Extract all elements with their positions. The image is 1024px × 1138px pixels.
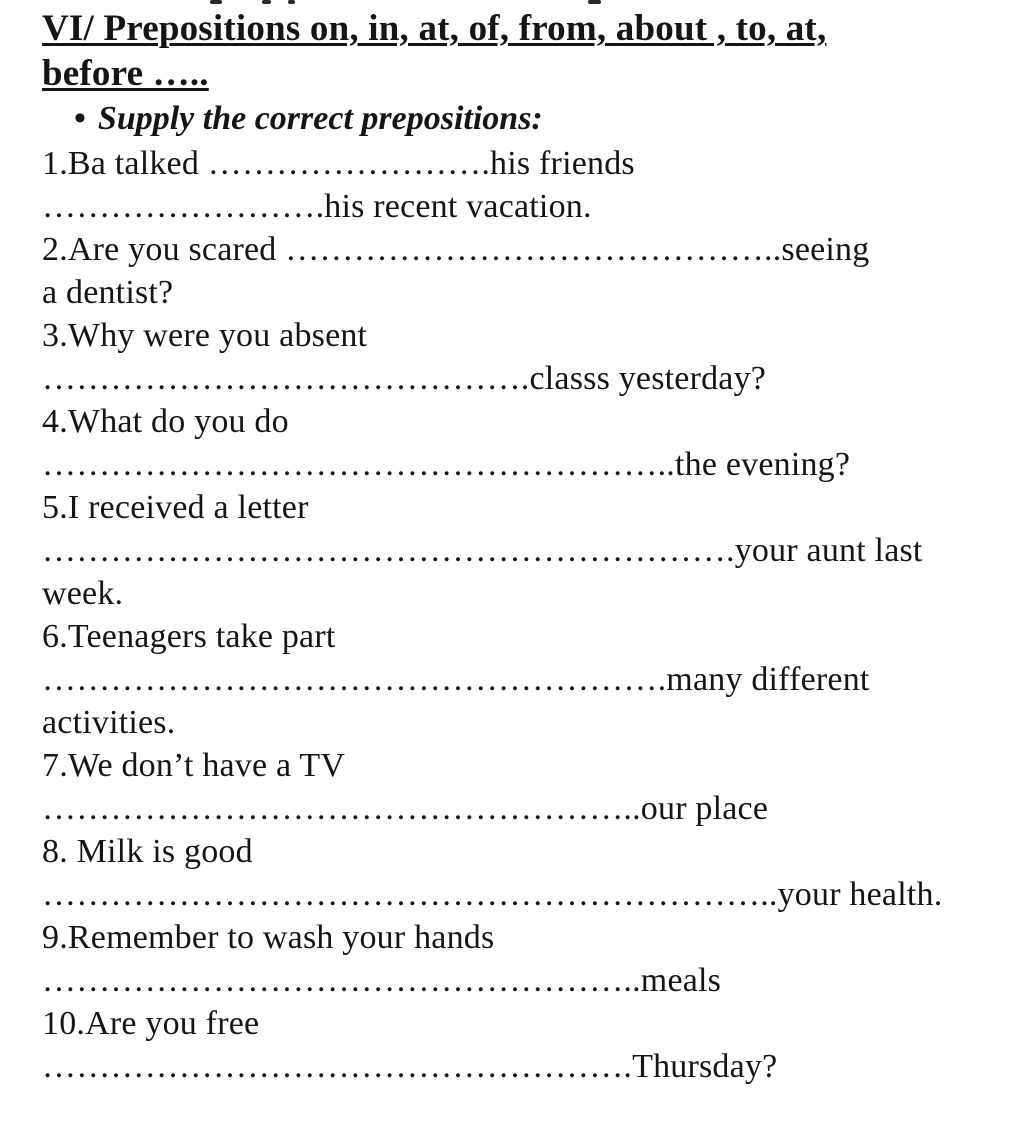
section-title-line1: VI/ Prepositions on, in, at, of, from, about , to, at, (42, 8, 827, 49)
ink-speck (588, 0, 601, 4)
exercise-line-9a: 9.Remember to wash your hands (42, 919, 495, 956)
exercise-line-9b: ……………………………………………..meals (42, 962, 722, 999)
exercise-line-7a: 7.We don’t have a TV (42, 747, 346, 784)
section-title-line2: before ….. (42, 53, 209, 94)
instruction-text: Supply the correct prepositions: (97, 100, 543, 137)
exercise-line-3a: 3.Why were you absent (42, 317, 368, 354)
exercise-line-4a: 4.What do you do (42, 403, 289, 440)
ink-speck (288, 0, 295, 4)
instruction-line (42, 96, 1004, 142)
exercise-line-3b: …………………………………….classs yesterday? (42, 360, 767, 397)
exercise-line-2a: 2.Are you scared ……………………………………..seeing (42, 231, 870, 268)
bullet-marker: • (74, 100, 86, 137)
exercise-line-6c: activities. (42, 704, 176, 741)
exercise-line-1b: …………………….his recent vacation. (42, 188, 592, 225)
exercise-lines (42, 142, 1004, 1088)
exercise-line-6a: 6.Teenagers take part (42, 618, 336, 655)
exercise-line-2b: a dentist? (42, 274, 174, 311)
exercise-line-4b: ………………………………………………..the evening? (42, 446, 851, 483)
exercise-line-5b: …………………………………………………….your aunt last (42, 532, 923, 569)
exercise-line-10a: 10.Are you free (42, 1005, 260, 1042)
exercise-line-6b: ……………………………………………….many different (42, 661, 870, 698)
ink-speck (262, 0, 271, 4)
exercise-line-10b: …………………………………………….Thursday? (42, 1048, 778, 1085)
exercise-line-5c: week. (42, 575, 124, 612)
exercise-line-1a: 1.Ba talked …………………….his friends (42, 145, 635, 182)
cropped-text-artifact (0, 0, 1024, 8)
exercise-line-8b: ………………………………………………………..your health. (42, 876, 943, 913)
exercise-line-5a: 5.I received a letter (42, 489, 309, 526)
exercise-line-8a: 8. Milk is good (42, 833, 253, 870)
ink-speck (210, 0, 222, 4)
exercise-line-7b: ……………………………………………..our place (42, 790, 769, 827)
